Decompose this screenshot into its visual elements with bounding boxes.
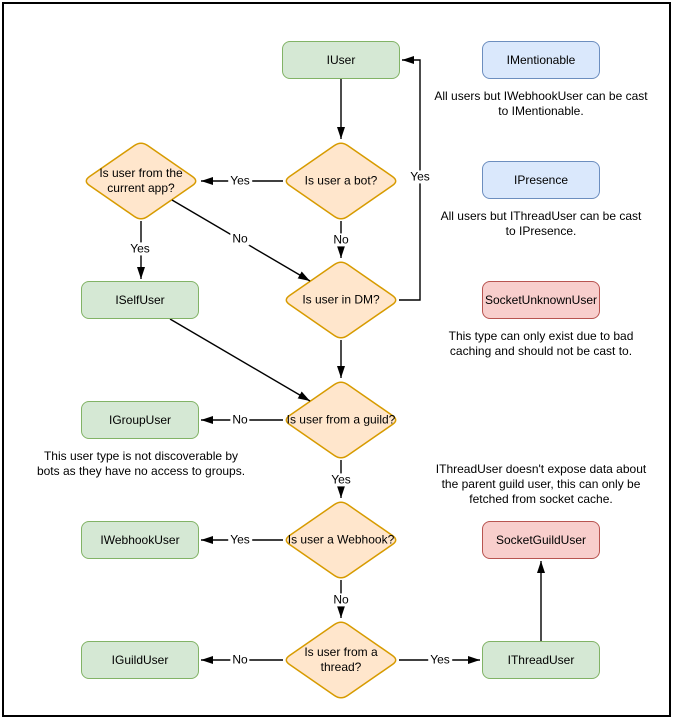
caption-igroupuser: This user type is not discoverable by bots as they have no access to groups. [36,449,246,478]
edge-label-bot-no: No [333,232,349,247]
decision-is-guild-label: Is user from a guild? [286,412,396,427]
edge-label-dm-yes: Yes [410,169,430,184]
caption-socketguilduser: IThreadUser doesn't expose data about the parent guild user, this can only be fetched from socket cache. [435,462,647,506]
caption-ipresence: All users but IThreadUser can be cast to IPresence. [440,209,642,238]
node-ithreaduser: IThreadUser [482,641,600,679]
decision-is-thread-label: Is user from a thread? [304,645,378,674]
node-iselfuser: ISelfUser [81,281,199,319]
node-iuser: IUser [282,41,400,79]
node-socketunknownuser: SocketUnknownUser [482,281,600,319]
node-socketguilduser: SocketGuildUser [482,521,600,559]
decision-is-bot-label: Is user a bot? [304,173,378,188]
edge-label-guild-no: No [232,412,248,427]
edge-label-guild-yes: Yes [331,472,351,487]
edge-iselfuser-to-is-guild [170,319,310,401]
decision-is-dm-label: Is user in DM? [302,292,380,307]
caption-socketunknownuser: This type can only exist due to bad caching and should not be cast to. [448,329,634,358]
node-iwebhookuser: IWebhookUser [81,521,199,559]
node-imentionable: IMentionable [482,41,600,79]
edge-label-thread-yes: Yes [430,652,450,667]
edge-label-app-yes: Yes [130,241,150,256]
edge-label-bot-yes: Yes [230,173,250,188]
decision-is-webhook-label: Is user a Webhook? [287,532,395,547]
caption-imentionable: All users but IWebhookUser can be cast to IMentionable. [434,89,648,118]
edge-label-thread-no: No [232,652,248,667]
edge-label-app-no: No [232,231,248,246]
node-igroupuser: IGroupUser [81,401,199,439]
node-ipresence: IPresence [482,161,600,199]
node-iguilduser: IGuildUser [81,641,199,679]
edge-label-webhook-yes: Yes [230,532,250,547]
edge-label-webhook-no: No [333,592,349,607]
decision-is-current-app-label: Is user from the current app? [99,166,183,195]
